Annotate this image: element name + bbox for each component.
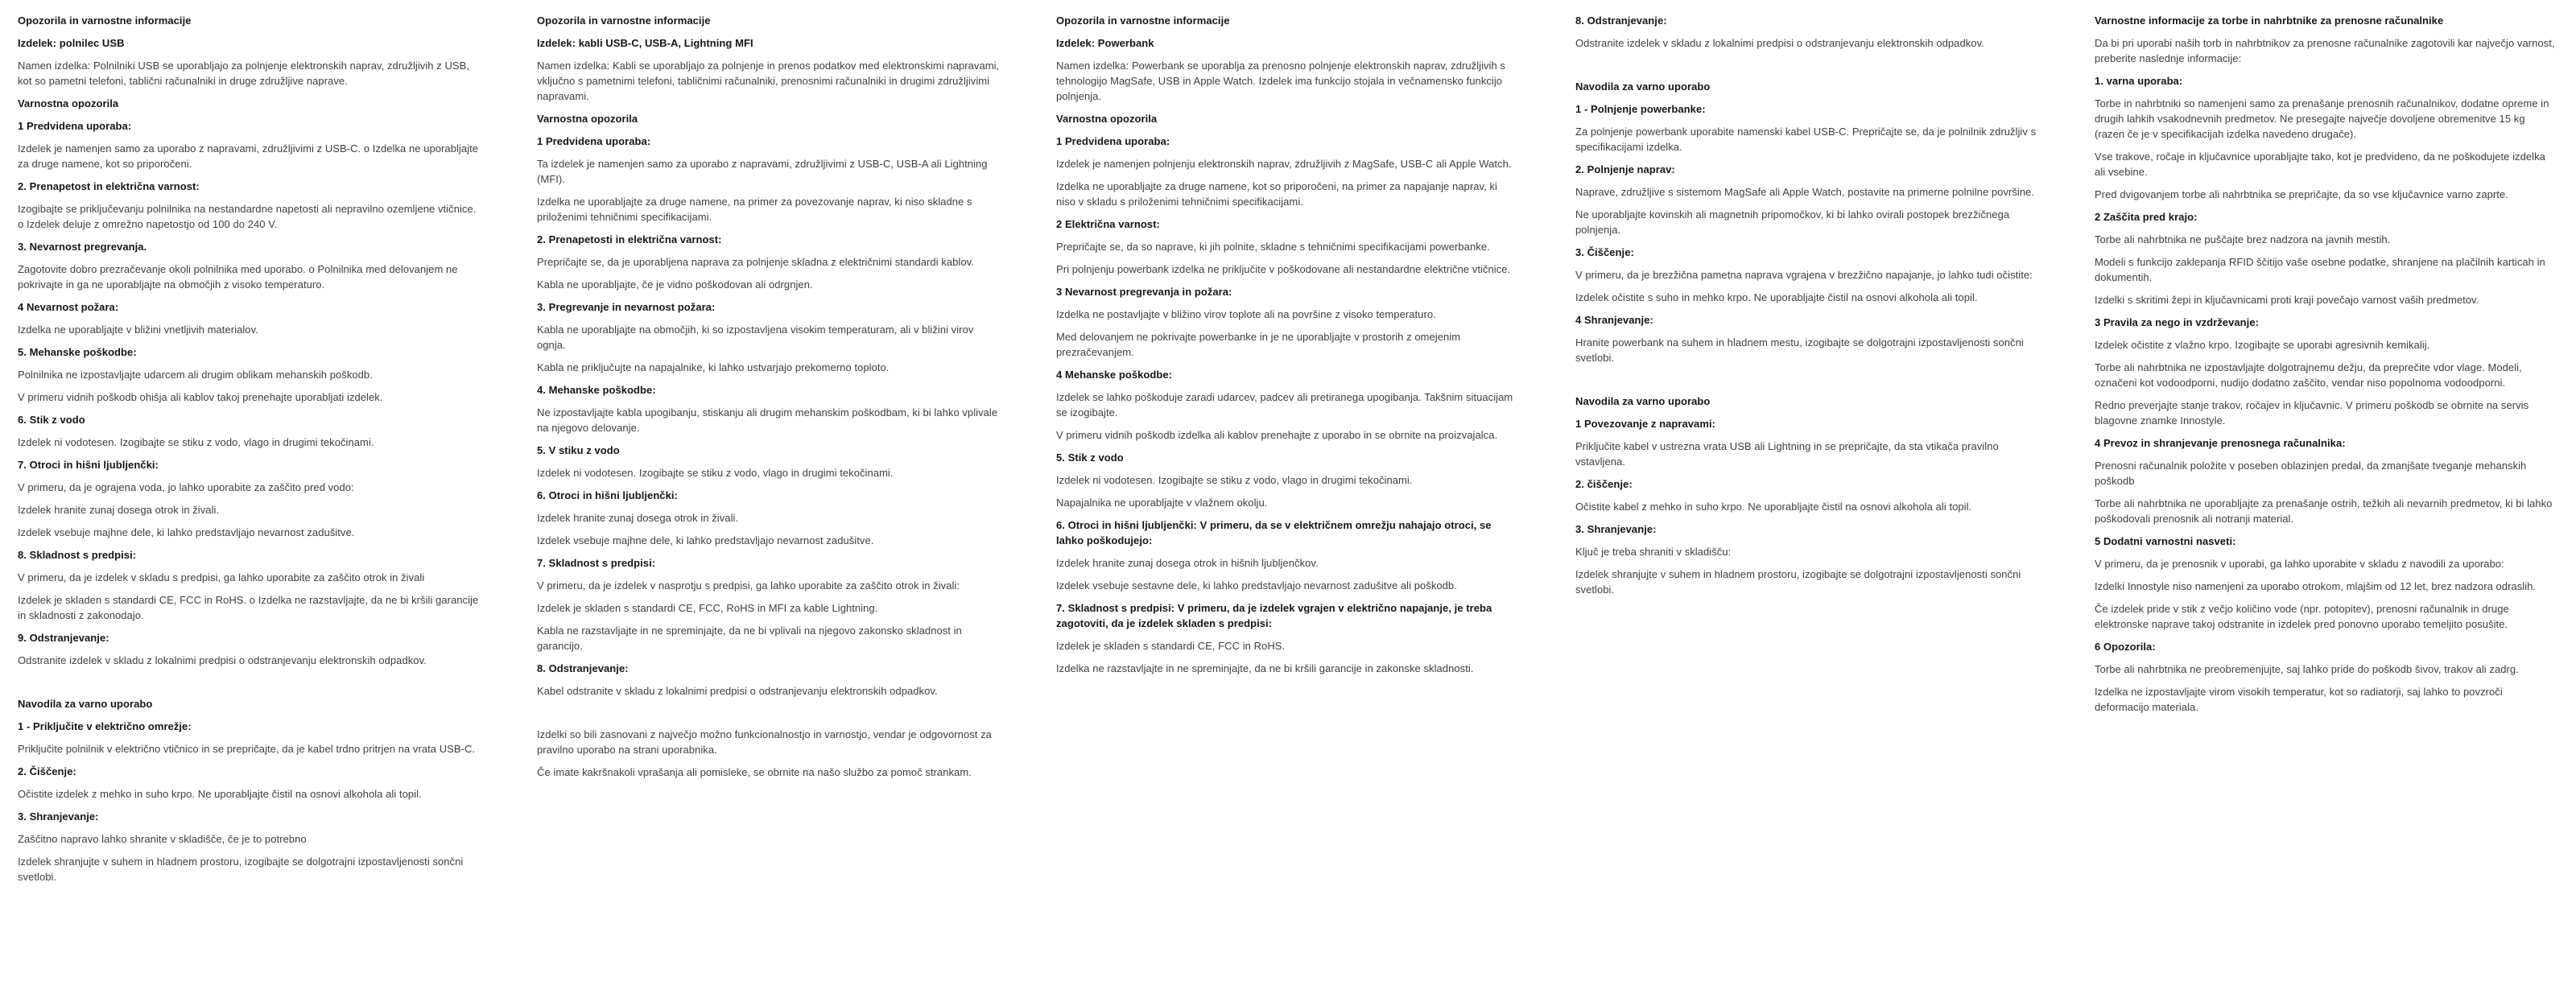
section-heading: 3 Nevarnost pregrevanja in požara:	[1056, 286, 1232, 298]
paragraph: Izdelek shranjujte v suhem in hladnem prostoru, izogibajte se dolgotrajni izpostavljenosti sončni svetlobi.	[1575, 568, 2021, 596]
column-usage-instructions	[1575, 13, 2038, 604]
section-heading: 3. Nevarnost pregrevanja.	[18, 241, 147, 253]
paragraph: Polnilnika ne izpostavljajte udarcem ali drugim oblikam mehanskih poškodb.	[18, 369, 373, 381]
column-usb-charger	[18, 13, 481, 892]
paragraph: Zaščitno napravo lahko shranite v skladišče, če je to potrebno	[18, 833, 307, 845]
section-heading: 2. Čiščenje:	[18, 765, 76, 777]
section-heading: Opozorila in varnostne informacije	[1056, 14, 1230, 27]
paragraph: Izdelka ne izpostavljajte virom visokih temperatur, kot so radiatorji, saj lahko to povzroči deformacijo materiala.	[2095, 686, 2503, 713]
paragraph: Izdelek ni vodotesen. Izogibajte se stiku z vodo, vlago in drugimi tekočinami.	[18, 436, 374, 448]
section-heading: 6. Otroci in hišni ljubljenčki:	[537, 489, 678, 501]
section-heading: 2 Električna varnost:	[1056, 218, 1160, 230]
paragraph: Prepričajte se, da so naprave, ki jih polnite, skladne s tehničnimi specifikacijami powerbanke.	[1056, 241, 1490, 253]
paragraph: Izdelek je skladen s standardi CE, FCC, RoHS in MFI za kable Lightning.	[537, 602, 878, 614]
section-heading: 3. Pregrevanje in nevarnost požara:	[537, 301, 716, 313]
paragraph: Odstranite izdelek v skladu z lokalnimi predpisi o odstranjevanju elektronskih odpadkov.	[1575, 37, 1984, 49]
section-heading: 3. Čiščenje:	[1575, 246, 1634, 258]
section-heading: 2 Zaščita pred krajo:	[2095, 211, 2198, 223]
section-heading: 7. Skladnost s predpisi: V primeru, da je izdelek vgrajen v električno napajanje, je treba zagotoviti, da je izdelek skladen s predpisi:	[1056, 602, 1492, 629]
paragraph: Izdelka ne uporabljajte za druge namene, kot so priporočeni, na primer za napajanje naprav, ki niso v skladu s priloženimi tehničnimi specifikacijami.	[1056, 180, 1497, 208]
section-heading: 2. Prenapetost in električna varnost:	[18, 180, 200, 192]
section-heading: Navodila za varno uporabo	[18, 698, 153, 710]
paragraph: Izdelek vsebuje majhne dele, ki lahko predstavljajo nevarnost zadušitve.	[18, 526, 355, 538]
section-heading: 3. Shranjevanje:	[1575, 523, 1657, 535]
paragraph: Ključ je treba shraniti v skladišču:	[1575, 546, 1732, 558]
section-heading: 4 Shranjevanje:	[1575, 314, 1653, 326]
section-heading: 2. čiščenje:	[1575, 478, 1633, 490]
section-heading: 4 Prevoz in shranjevanje prenosnega računalnika:	[2095, 437, 2346, 449]
paragraph: Če imate kakršnakoli vprašanja ali pomisleke, se obrnite na našo službo za pomoč strankam.	[537, 766, 972, 778]
section-heading: 5. Mehanske poškodbe:	[18, 346, 137, 358]
section-heading: 1 Predvidena uporaba:	[18, 120, 132, 132]
paragraph: Izdelka ne razstavljajte in ne spreminjajte, da ne bi kršili garancije in zakonske skladnosti.	[1056, 662, 1474, 674]
paragraph: Odstranite izdelek v skladu z lokalnimi predpisi o odstranjevanju elektronskih odpadkov.	[18, 654, 427, 666]
section-heading: Opozorila in varnostne informacije	[537, 14, 711, 27]
paragraph: Izdelka ne postavljajte v bližino virov toplote ali na površine z visoko temperaturo.	[1056, 308, 1436, 320]
paragraph: Izdelek shranjujte v suhem in hladnem prostoru, izogibajte se dolgotrajni izpostavljenosti sončni svetlobi.	[18, 856, 464, 883]
section-heading: Navodila za varno uporabo	[1575, 395, 1711, 407]
paragraph: Torbe ali nahrbtnika ne uporabljajte za prenašanje ostrih, težkih ali nevarnih predmetov, ki bi lahko poškodovali prenosnik ali notranji material.	[2095, 497, 2553, 525]
paragraph: V primeru, da je izdelek v nasprotju s predpisi, ga lahko uporabite za zaščito otrok in živali:	[537, 579, 960, 592]
paragraph: Izdelki s skritimi žepi in ključavnicami proti kraji povečajo varnost vaših predmetov.	[2095, 294, 2479, 306]
paragraph: Izdelka ne uporabljajte za druge namene, na primer za povezovanje naprav, ki niso skladne s priloženimi tehničnimi specifikacijami.	[537, 196, 972, 223]
section-heading: 6 Opozorila:	[2095, 641, 2156, 653]
section-heading: 9. Odstranjevanje:	[18, 632, 109, 644]
section-heading: Izdelek: polnilec USB	[18, 37, 125, 49]
section-heading: Varnostna opozorila	[18, 97, 119, 109]
section-heading: 3. Shranjevanje:	[18, 810, 99, 823]
section-heading: 1 Predvidena uporaba:	[537, 135, 651, 147]
paragraph: Hranite powerbank na suhem in hladnem mestu, izogibajte se dolgotrajni izpostavljenosti sončni svetlobi.	[1575, 336, 2024, 364]
paragraph: Očistite izdelek z mehko in suho krpo. Ne uporabljajte čistil na osnovi alkohola ali topil.	[18, 788, 422, 800]
paragraph: Izdelek očistite s suho in mehko krpo. Ne uporabljajte čistil na osnovi alkohola ali topil.	[1575, 291, 1978, 303]
paragraph: Izdelek ni vodotesen. Izogibajte se stiku z vodo, vlago in drugimi tekočinami.	[537, 467, 894, 479]
paragraph: Izdelek hranite zunaj dosega otrok in hišnih ljubljenčkov.	[1056, 557, 1319, 569]
paragraph: Izdelek se lahko poškoduje zaradi udarcev, padcev ali pretiranega upogibanja. Takšnim situacijam se izogibajte.	[1056, 391, 1513, 418]
paragraph: Namen izdelka: Polnilniki USB se uporabljajo za polnjenje elektronskih naprav, združljivih z USB, kot so pametni telefoni, tablični računalniki in druge združljive naprave.	[18, 60, 469, 87]
paragraph: Kabla ne uporabljajte na območjih, ki so izpostavljena visokim temperaturam, ali v bližini virov ognja.	[537, 324, 974, 351]
paragraph: Ne izpostavljajte kabla upogibanju, stiskanju ali drugim mehanskim poškodbam, ki bi lahko vplivale na njegovo delovanje.	[537, 406, 998, 434]
paragraph: Priključite polnilnik v električno vtičnico in se prepričajte, da je kabel trdno pritrjen na vrata USB-C.	[18, 743, 476, 755]
paragraph: Izogibajte se priključevanju polnilnika na nestandardne napetosti ali nepravilno ozemljene vtičnice. o Izdelek deluje z omrežno napetostjo od 100 do 240 V.	[18, 203, 477, 230]
paragraph: Kabla ne uporabljajte, če je vidno poškodovan ali odrgnjen.	[537, 278, 813, 291]
section-heading: 2. Polnjenje naprav:	[1575, 163, 1675, 175]
paragraph: Modeli s funkcijo zaklepanja RFID ščitijo vaše osebne podatke, shranjene na plačilnih karticah in dokumentih.	[2095, 256, 2545, 283]
spacer	[1575, 58, 2038, 79]
section-heading: 3 Pravila za nego in vzdrževanje:	[2095, 316, 2259, 328]
paragraph: Vse trakove, ročaje in ključavnice uporabljajte tako, kot je predvideno, da ne poškodujete izdelka ali vsebine.	[2095, 150, 2545, 178]
section-heading: Varnostne informacije za torbe in nahrbtnike za prenosne računalnike	[2095, 14, 2444, 27]
paragraph: Ne uporabljajte kovinskih ali magnetnih pripomočkov, ki bi lahko ovirali postopek brezžičnega polnjenja.	[1575, 208, 2010, 236]
section-heading: 5. V stiku z vodo	[537, 444, 620, 456]
column-cables	[537, 13, 1000, 787]
paragraph: Med delovanjem ne pokrivajte powerbanke in je ne uporabljajte v prostorih z omejenim prezračevanjem.	[1056, 331, 1461, 358]
section-heading: 1 - Polnjenje powerbanke:	[1575, 103, 1706, 115]
paragraph: Da bi pri uporabi naših torb in nahrbtnikov za prenosne računalnike zagotovili kar največjo varnost, preberite naslednje informacije:	[2095, 37, 2555, 64]
spacer	[1575, 373, 2038, 394]
paragraph: V primeru, da je izdelek v skladu s predpisi, ga lahko uporabite za zaščito otrok in živali	[18, 571, 425, 583]
section-heading: 8. Odstranjevanje:	[537, 662, 629, 674]
section-heading: Izdelek: kabli USB-C, USB-A, Lightning MFI	[537, 37, 753, 49]
paragraph: Izdelek ni vodotesen. Izogibajte se stiku z vodo, vlago in drugimi tekočinami.	[1056, 474, 1413, 486]
paragraph: V primeru, da je brezžična pametna naprava vgrajena v brezžično napajanje, jo lahko tudi očistite:	[1575, 269, 2033, 281]
section-heading: 4. Mehanske poškodbe:	[537, 384, 656, 396]
paragraph: Torbe in nahrbtniki so namenjeni samo za prenašanje prenosnih računalnikov, dodatne opreme in drugih lahkih vsakodnevnih predmetov. Ne presegajte največje dovoljene obremenitve 15 kg (razen če je v specifikacijah izdelka navedeno drugače).	[2095, 97, 2549, 140]
section-heading: 6. Stik z vodo	[18, 414, 85, 426]
paragraph: Naprave, združljive s sistemom MagSafe ali Apple Watch, postavite na primerne polnilne površine.	[1575, 186, 2035, 198]
column-laptop-bags	[2095, 13, 2557, 722]
section-heading: Navodila za varno uporabo	[1575, 80, 1711, 93]
section-heading: 1. varna uporaba:	[2095, 75, 2183, 87]
paragraph: Priključite kabel v ustrezna vrata USB ali Lightning in se prepričajte, da sta vtikača pravilno vstavljena.	[1575, 440, 1999, 468]
paragraph: Torbe ali nahrbtnika ne puščajte brez nadzora na javnih mestih.	[2095, 233, 2391, 245]
paragraph: Izdelek vsebuje majhne dele, ki lahko predstavljajo nevarnost zadušitve.	[537, 534, 874, 546]
paragraph: Prenosni računalnik položite v poseben oblazinjen predal, da zmanjšate tveganje mehanskih poškodb	[2095, 460, 2527, 487]
spacer	[537, 706, 1000, 727]
section-heading: 1 Povezovanje z napravami:	[1575, 418, 1715, 430]
section-heading: 4 Mehanske poškodbe:	[1056, 369, 1173, 381]
section-heading: Varnostna opozorila	[1056, 113, 1158, 125]
paragraph: Izdelek vsebuje sestavne dele, ki lahko predstavljajo nevarnost zadušitve ali poškodb.	[1056, 579, 1457, 592]
section-heading: 1 - Priključite v električno omrežje:	[18, 720, 192, 732]
section-heading: Izdelek: Powerbank	[1056, 37, 1154, 49]
section-heading: 4 Nevarnost požara:	[18, 301, 119, 313]
section-heading: 7. Otroci in hišni ljubljenčki:	[18, 459, 159, 471]
paragraph: Zagotovite dobro prezračevanje okoli polnilnika med uporabo. o Polnilnika med delovanjem ne pokrivajte in ga ne uporabljajte na območjih z visoko temperaturo.	[18, 263, 458, 291]
section-heading: 6. Otroci in hišni ljubljenčki: V primeru, da se v električnem omrežju nahajajo otroci, se lahko poškodujejo:	[1056, 519, 1492, 546]
paragraph: Izdelek hranite zunaj dosega otrok in živali.	[18, 504, 220, 516]
section-heading: 5 Dodatni varnostni nasveti:	[2095, 535, 2236, 547]
paragraph: Ta izdelek je namenjen samo za uporabo z napravami, združljivimi z USB-C, USB-A ali Lightning (MFI).	[537, 158, 988, 185]
section-heading: 5. Stik z vodo	[1056, 451, 1124, 464]
section-heading: 8. Odstranjevanje:	[1575, 14, 1667, 27]
section-heading: Varnostna opozorila	[537, 113, 638, 125]
paragraph: Kabla ne priključujte na napajalnike, ki lahko ustvarjajo prekomerno toploto.	[537, 361, 890, 373]
paragraph: Očistite kabel z mehko in suho krpo. Ne uporabljajte čistil na osnovi alkohola ali topil.	[1575, 501, 1972, 513]
paragraph: Izdelek je skladen s standardi CE, FCC in RoHS. o Izdelka ne razstavljajte, da ne bi kršili garancije in skladnosti z zakonodajo.	[18, 594, 479, 621]
paragraph: V primeru, da je prenosnik v uporabi, ga lahko uporabite v skladu z navodili za uporabo:	[2095, 558, 2504, 570]
paragraph: V primeru vidnih poškodb izdelka ali kablov prenehajte z uporabo in se obrnite na proizvajalca.	[1056, 429, 1498, 441]
paragraph: Namen izdelka: Powerbank se uporablja za prenosno polnjenje elektronskih naprav, združljivih s tehnologijo MagSafe, USB in Apple Watch. Izdelek ima funkcijo stojala in večnamensko funkcijo polnjenja.	[1056, 60, 1505, 102]
paragraph: Izdelek je skladen s standardi CE, FCC in RoHS.	[1056, 640, 1286, 652]
paragraph: Napajalnika ne uporabljajte v vlažnem okolju.	[1056, 497, 1268, 509]
column-powerbank	[1056, 13, 1519, 683]
paragraph: Če izdelek pride v stik z večjo količino vode (npr. potopitev), prenosni računalnik in druge elektronske naprave takoj odstranite in izdelek pred ponovno uporabo temeljito posušite.	[2095, 603, 2509, 630]
section-heading: 2. Prenapetosti in električna varnost:	[537, 233, 722, 245]
paragraph: Izdelki so bili zasnovani z največjo možno funkcionalnostjo in varnostjo, vendar je odgovornost za pravilno uporabo na strani uporabnika.	[537, 728, 992, 756]
paragraph: Kabla ne razstavljajte in ne spreminjajte, da ne bi vplivali na njegovo zakonsko skladnost in garancijo.	[537, 625, 962, 652]
paragraph: V primeru, da je ograjena voda, jo lahko uporabite za zaščito pred vodo:	[18, 481, 354, 493]
paragraph: Torbe ali nahrbtnika ne preobremenjujte, saj lahko pride do poškodb šivov, trakov ali zadrg.	[2095, 663, 2519, 675]
paragraph: Izdelek očistite z vlažno krpo. Izogibajte se uporabi agresivnih kemikalij.	[2095, 339, 2430, 351]
section-heading: Opozorila in varnostne informacije	[18, 14, 192, 27]
paragraph: Kabel odstranite v skladu z lokalnimi predpisi o odstranjevanju elektronskih odpadkov.	[537, 685, 938, 697]
paragraph: Izdelek hranite zunaj dosega otrok in živali.	[537, 512, 739, 524]
paragraph: Torbe ali nahrbtnika ne izpostavljajte dolgotrajnemu dežju, da preprečite vdor vlage. Modeli, označeni kot vodoodporni, nudijo dodatno zaščito, vendar niso popolnoma vodoodporni.	[2095, 361, 2522, 389]
paragraph: Za polnjenje powerbank uporabite namenski kabel USB-C. Prepričajte se, da je polnilnik združljiv s specifikacijami izdelka.	[1575, 126, 2037, 153]
section-heading: 8. Skladnost s predpisi:	[18, 549, 137, 561]
paragraph: Redno preverjajte stanje trakov, ročajev in ključavnic. V primeru poškodb se obrnite na servis blagovne znamke Innostyle.	[2095, 399, 2529, 427]
paragraph: V primeru vidnih poškodb ohišja ali kablov takoj prenehajte uporabljati izdelek.	[18, 391, 383, 403]
paragraph: Izdelki Innostyle niso namenjeni za uporabo otrokom, mlajšim od 12 let, brez nadzora odraslih.	[2095, 580, 2537, 592]
paragraph: Izdelek je namenjen polnjenju elektronskih naprav, združljivih z MagSafe, USB-C ali Apple Watch.	[1056, 158, 1512, 170]
section-heading: 1 Predvidena uporaba:	[1056, 135, 1170, 147]
paragraph: Izdelka ne uporabljajte v bližini vnetljivih materialov.	[18, 324, 258, 336]
section-heading: 7. Skladnost s predpisi:	[537, 557, 656, 569]
paragraph: Namen izdelka: Kabli se uporabljajo za polnjenje in prenos podatkov med elektronskimi napravami, vključno s pametnimi telefoni, tabličnimi računalniki, prenosnimi računalniki in drugimi združljivimi napravami.	[537, 60, 1000, 102]
paragraph: Pred dvigovanjem torbe ali nahrbtnika se prepričajte, da so vse ključavnice varno zaprte.	[2095, 188, 2508, 200]
paragraph: Prepričajte se, da je uporabljena naprava za polnjenje skladna z električnimi standardi kablov.	[537, 256, 974, 268]
paragraph: Izdelek je namenjen samo za uporabo z napravami, združljivimi z USB-C. o Izdelka ne uporabljajte za druge namene, kot so priporočeni.	[18, 142, 479, 170]
spacer	[18, 675, 481, 696]
paragraph: Pri polnjenju powerbank izdelka ne priključite v poškodovane ali nestandardne električne vtičnice.	[1056, 263, 1511, 275]
